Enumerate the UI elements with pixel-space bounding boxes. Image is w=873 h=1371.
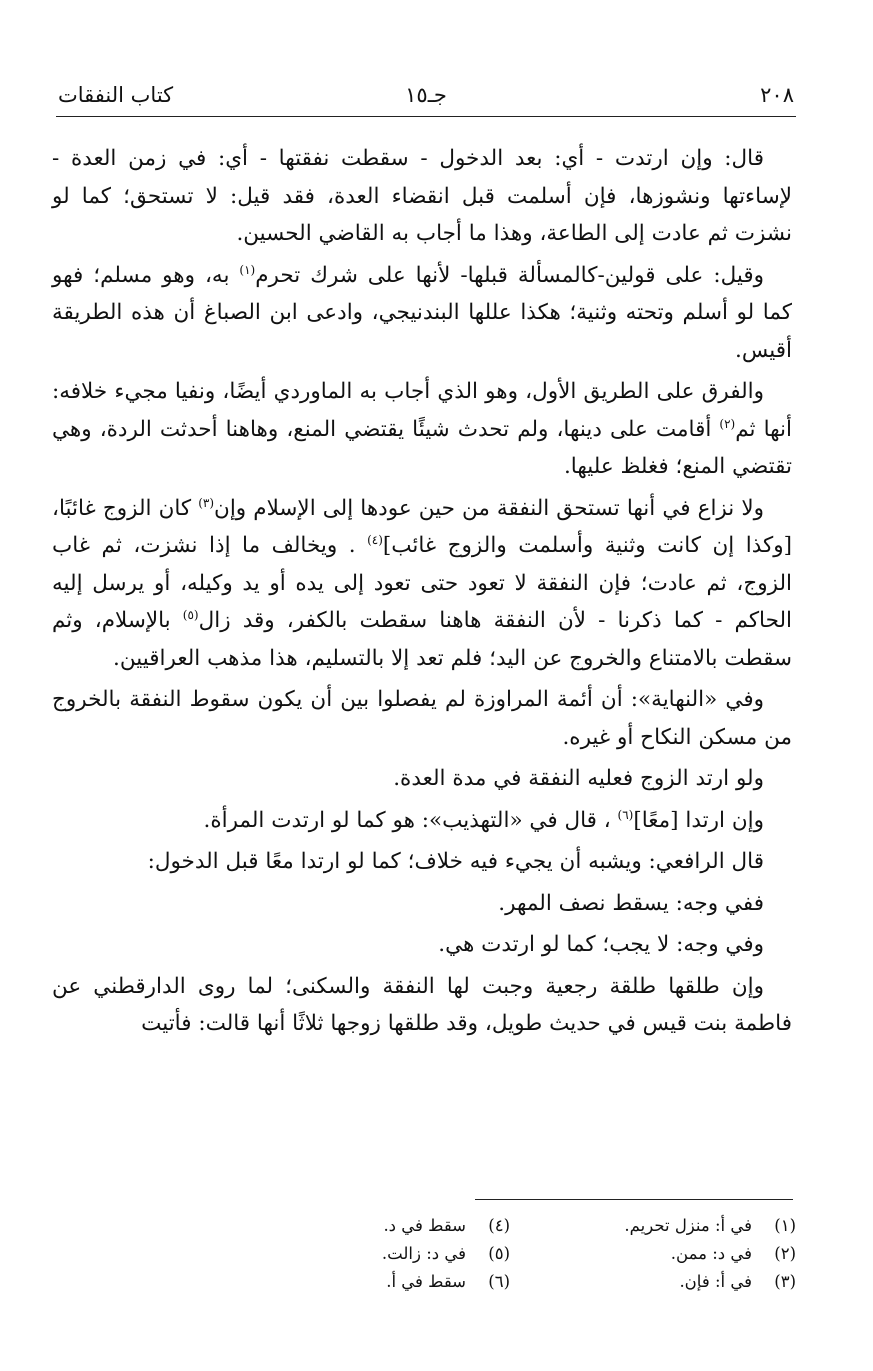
paragraph xyxy=(52,257,792,370)
footnote xyxy=(536,1240,796,1268)
paragraph xyxy=(52,140,792,253)
footnote xyxy=(250,1212,510,1240)
paragraph xyxy=(52,885,792,923)
paragraph-text: وقيل: على قولين-كالمسألة قبلها- لأنها على شرك تحرم xyxy=(255,262,764,288)
paragraph xyxy=(52,968,792,1043)
paragraph-text: وإن ارتدا [معًا] xyxy=(633,807,764,833)
footnote-number: (٦) xyxy=(488,1272,510,1291)
paragraph-text: بالإسلام، وثم سقطت بالامتناع والخروج عن اليد؛ فلم تعد إلا بالتسليم، هذا مذهب العراقيين. xyxy=(52,608,792,671)
paragraph-text: ففي وجه: يسقط نصف المهر. xyxy=(498,890,764,916)
footnote-text: في أ: منزل تحريم. xyxy=(624,1216,752,1235)
paragraph-text: كان الزوج غائبًا، [وكذا إن كانت وثنية وأسلمت والزوج غائب] xyxy=(52,495,792,558)
footnotes-right-column xyxy=(536,1212,796,1296)
paragraph-text: ، قال في «التهذيب»: هو كما لو ارتدت المرأة. xyxy=(203,807,618,833)
footnote xyxy=(250,1268,510,1296)
footnotes-left-column xyxy=(250,1212,510,1296)
paragraph-text: وفي وجه: لا يجب؛ كما لو ارتدت هي. xyxy=(438,932,764,957)
volume-number: جـ١٥ xyxy=(405,83,447,107)
paragraph-text: به، وهو مسلم؛ فهو كما لو أسلم وتحته وثنية؛ هكذا عللها البندنيجي، وادعى ابن الصباغ أن هذه الطريقة أقيس. xyxy=(52,262,792,363)
paragraph xyxy=(52,802,792,840)
paragraph xyxy=(52,490,792,678)
header-rule xyxy=(56,116,796,117)
footnote-text: سقط في أ. xyxy=(386,1272,466,1291)
running-header xyxy=(58,82,794,116)
footnote-text: في د: زالت. xyxy=(381,1244,466,1263)
footnote-rule xyxy=(475,1199,793,1200)
footnote xyxy=(536,1268,796,1296)
paragraph xyxy=(52,373,792,486)
footnote-text: في أ: فإن. xyxy=(679,1272,752,1291)
footnote-number: (٣) xyxy=(774,1272,796,1291)
footnote-marker: (٦) xyxy=(617,807,634,822)
paragraph-text: . ويخالف ما إذا نشزت، ثم غاب الزوج، ثم عادت؛ فإن النفقة لا تعود حتى تعود إلى يده أو يد وكيله، أو يرسل إليه الحاكم - كما ذكرنا - لأن النفقة هاهنا سقطت بالكفر، وقد زال xyxy=(52,533,793,633)
paragraph xyxy=(52,681,792,756)
footnote-number: (١) xyxy=(774,1216,796,1235)
paragraph xyxy=(52,760,792,798)
paragraph-text: ولو ارتد الزوج فعليه النفقة في مدة العدة. xyxy=(393,766,764,791)
paragraph-text: والفرق على الطريق الأول، وهو الذي أجاب به الماوردي أيضًا، ونفيا مجيء خلافه: أنها ثم xyxy=(52,379,792,442)
paragraph-text: أقامت على دينها، ولم تحدث شيئًا يقتضي المنع، وهاهنا أحدثت الردة، وهي تقتضي المنع؛ فغلظ عليها. xyxy=(52,416,792,479)
paragraph-text: وإن طلقها طلقة رجعية وجبت لها النفقة والسكنى؛ لما روى الدارقطني عن فاطمة بنت قيس في حديث طويل، وقد طلقها زوجها ثلاثًا أنها قالت: فأتيت xyxy=(52,973,792,1036)
footnote-marker: (٣) xyxy=(198,495,215,510)
paragraph-text: قال: وإن ارتدت - أي: بعد الدخول - سقطت نفقتها - أي: في زمن العدة - لإساءتها ونشوزها، فإن أسلمت قبل انقضاء العدة، فقد قيل: لا تستحق؛ كما لو نشزت ثم عادت إلى الطاعة، وهذا ما أجاب به القاضي الحسين. xyxy=(52,146,792,246)
paragraph-text: قال الرافعي: ويشبه أن يجيء فيه خلاف؛ كما لو ارتدا معًا قبل الدخول: xyxy=(147,849,764,874)
paragraph-text: وفي «النهاية»: أن أئمة المراوزة لم يفصلوا بين أن يكون سقوط النفقة بالخروج من مسكن النكاح أو غيره. xyxy=(52,687,792,750)
paragraph-text: ولا نزاع في أنها تستحق النفقة من حين عودها إلى الإسلام وإن xyxy=(214,495,764,521)
footnote-number: (٤) xyxy=(488,1216,510,1235)
footnote-marker: (٢) xyxy=(719,416,736,431)
footnote xyxy=(536,1212,796,1240)
footnote-number: (٢) xyxy=(774,1244,796,1263)
footnote-text: في د: ممن. xyxy=(670,1244,752,1263)
footnote-marker: (٤) xyxy=(367,532,383,547)
footnote-marker: (٥) xyxy=(182,607,199,622)
footnotes xyxy=(252,1212,796,1308)
body-text xyxy=(52,140,792,1047)
paragraph xyxy=(52,843,792,881)
footnote-text: سقط في د. xyxy=(383,1216,466,1235)
footnote-number: (٥) xyxy=(488,1244,510,1263)
paragraph xyxy=(52,926,792,964)
page-number: ٢٠٨ xyxy=(760,83,794,107)
book-title: كتاب النفقات xyxy=(58,83,174,107)
footnote xyxy=(250,1240,510,1268)
footnote-marker: (١) xyxy=(239,262,256,277)
